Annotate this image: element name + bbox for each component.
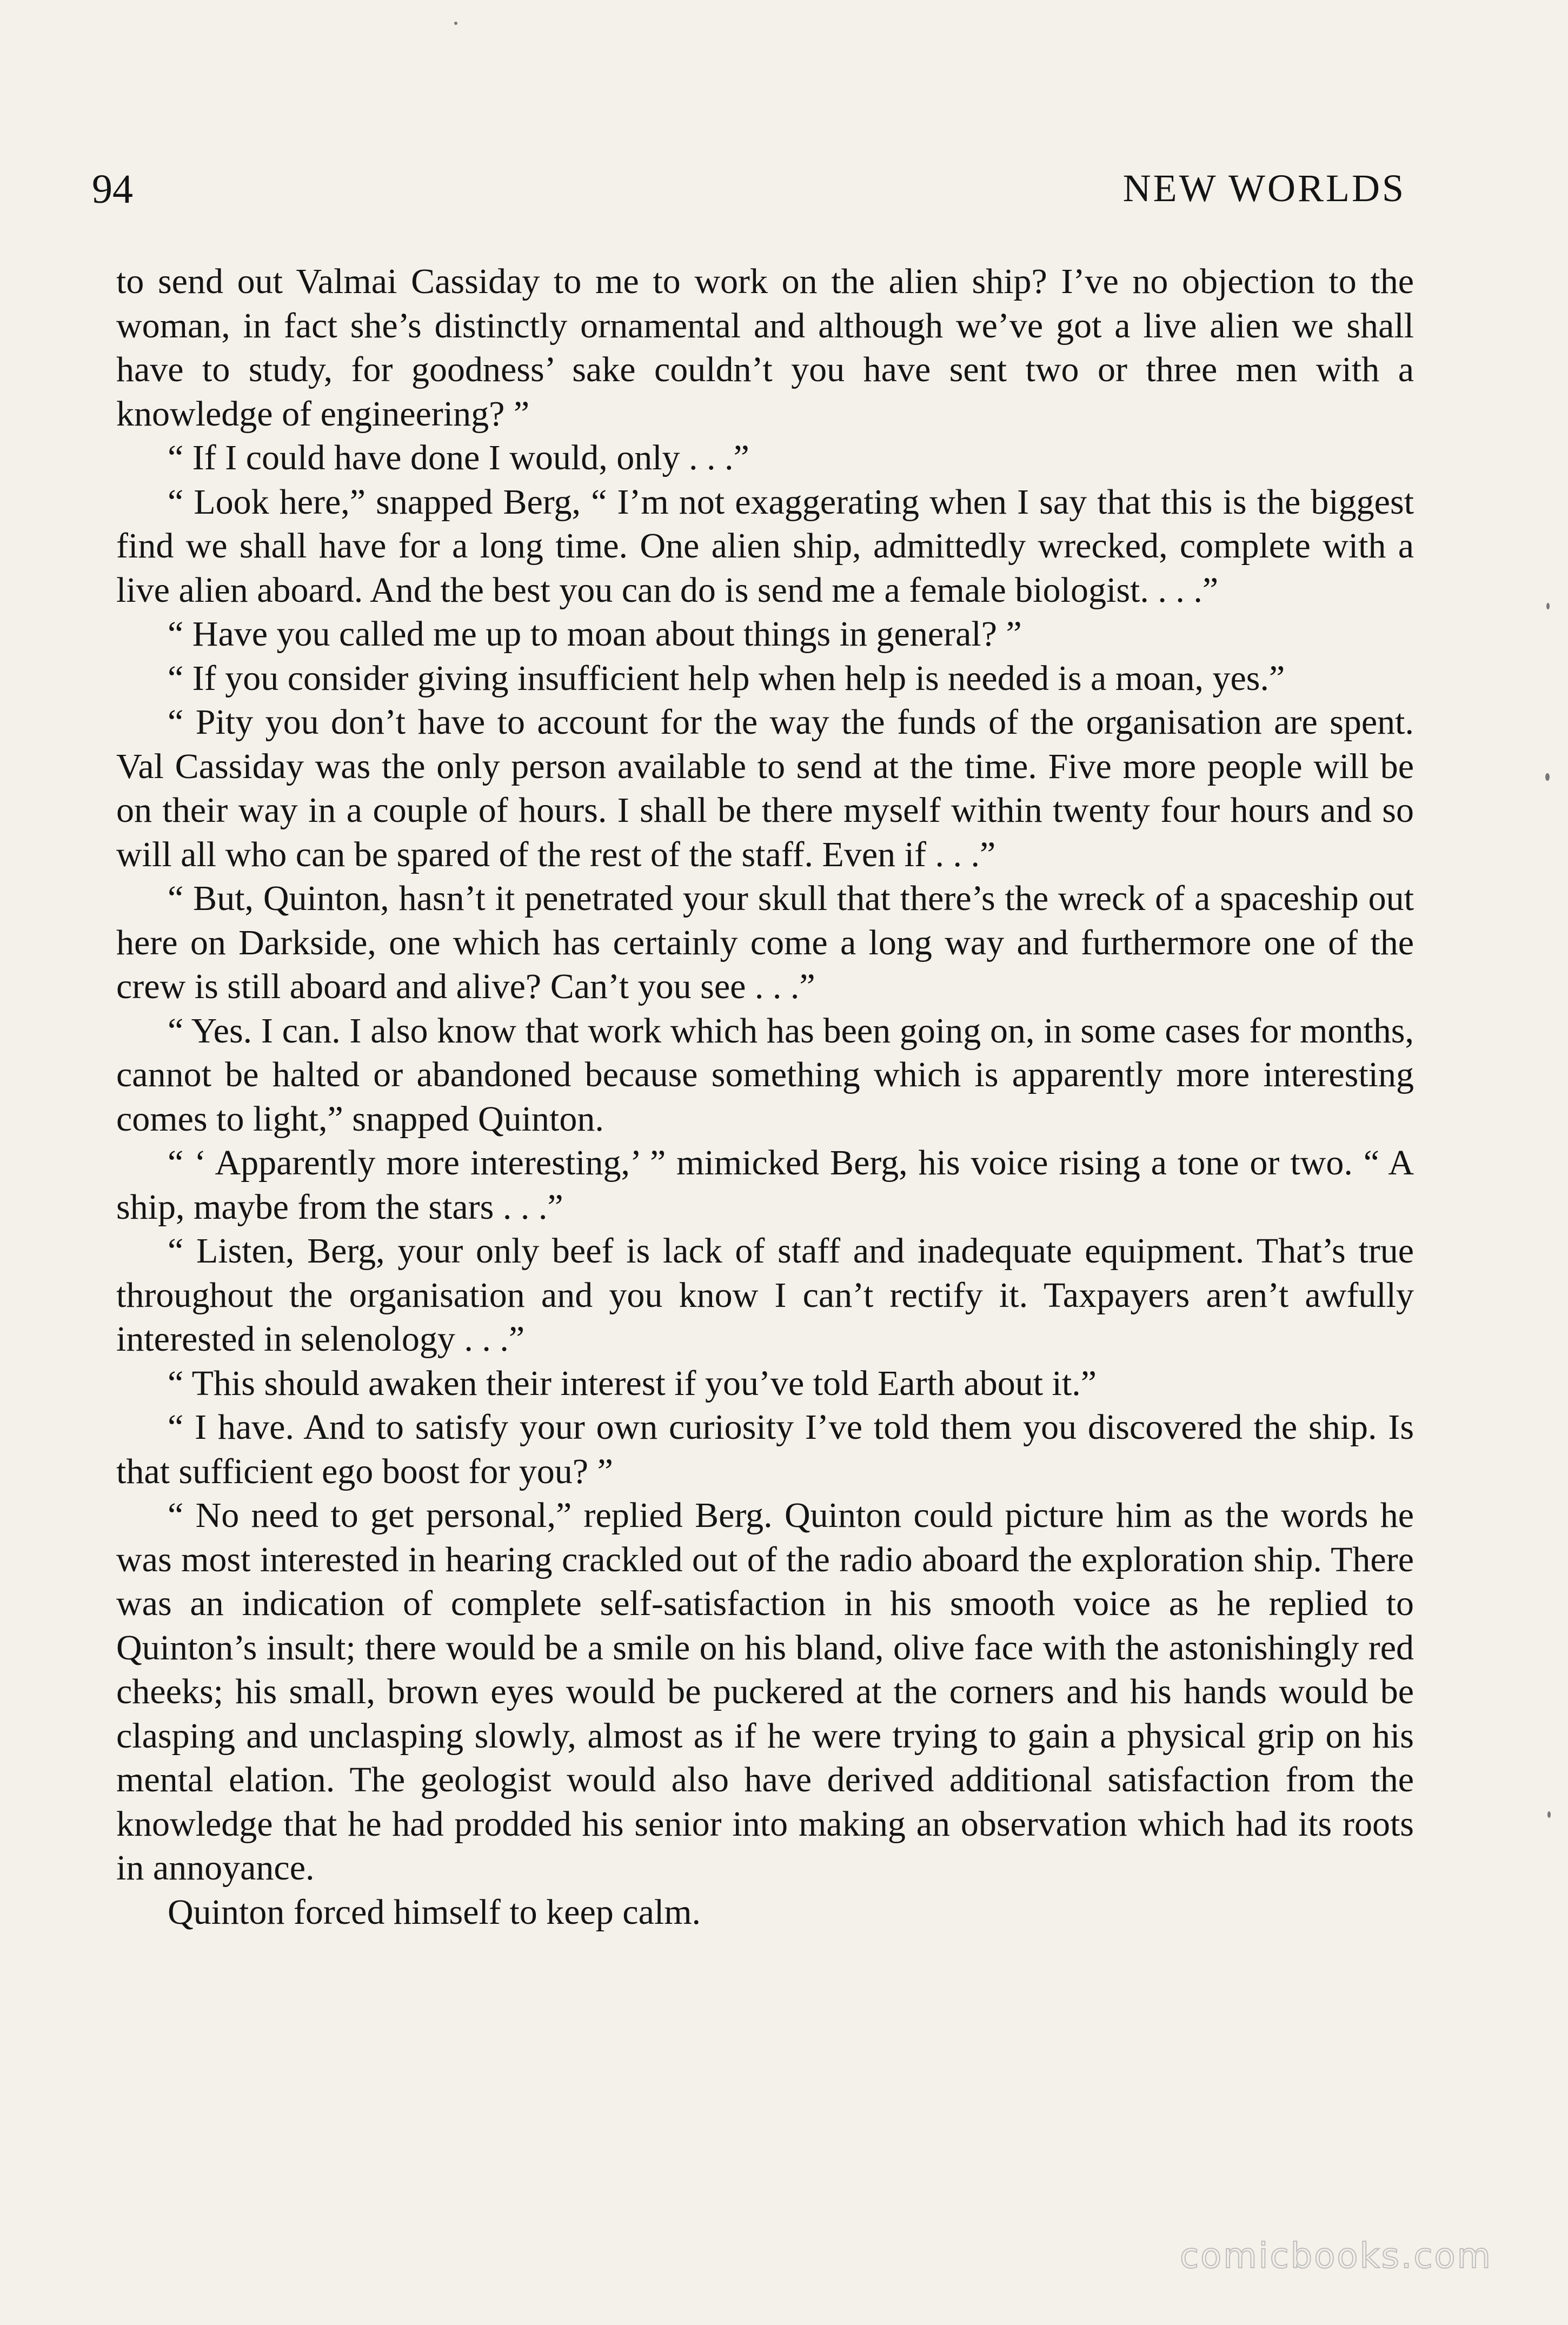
- watermark: comicbooks.com: [1179, 2236, 1492, 2276]
- paragraph: “ But, Quinton, hasn’t it penetrated your skull that there’s the wreck of a spaceship out here on Darkside, one which has certainly come a long way and furthermore one of the crew is still aboard and alive? Can’t you see . . .”: [116, 879, 1414, 1006]
- page-header: [81, 162, 1406, 227]
- print-speck: [1546, 603, 1550, 609]
- paragraph: “ No need to get personal,” replied Berg. Quinton could picture him as the words he was most interested in hearing crackled out of the radio aboard the exploration ship. There was an indication of complete self-satisfaction in his smooth voice as he replied to Quinton’s insult; there would be a smile on his bland, olive face with the astonishingly red cheeks; his small, brown eyes would be puckered at the corners and his hands would be clasping and unclasping slowly, almost as if he were trying to gain a physical grip on his mental elation. The geologist would also have derived additional satisfaction from the knowledge that he had prodded his senior into making an observation which had its roots in annoyance.: [116, 1496, 1414, 1888]
- page-number: 94: [92, 167, 133, 212]
- print-speck: [1547, 1811, 1551, 1818]
- paragraph: “ Have you called me up to moan about things in general? ”: [168, 614, 1022, 654]
- paragraph: “ Yes. I can. I also know that work which has been going on, in some cases for months, cannot be halted or abandoned because something which is apparently more interesting comes to light,” snapped Quinton.: [116, 1011, 1414, 1139]
- print-speck: [454, 22, 457, 25]
- paragraph: “ Listen, Berg, your only beef is lack of staff and inadequate equipment. That’s true throughout the organisation and you know I can’t rectify it. Taxpayers aren’t awfully interested in selenology . . .”: [116, 1231, 1414, 1359]
- paragraph: “ If I could have done I would, only . . .”: [168, 438, 749, 477]
- paragraph: “ Pity you don’t have to account for the way the funds of the organisation are spent. Val Cassiday was the only person available to send at the time. Five more people will be on their way in a couple of hours. I shall be there myself within twenty four hours and so will all who can be spared of the rest of the staff. Even if . . .”: [116, 702, 1414, 874]
- paragraph: Quinton forced himself to keep calm.: [168, 1892, 701, 1932]
- paragraph: “ I have. And to satisfy your own curiosity I’ve told them you discovered the ship. Is that sufficient ego boost for you? ”: [116, 1407, 1414, 1491]
- paragraph: to send out Valmai Cassiday to me to work on the alien ship? I’ve no objection to the woman, in fact she’s distinctly ornamental and although we’ve got a live alien we shall have to study, for goodness’ sake couldn’t you have sent two or three men with a knowledge of engineering? ”: [116, 262, 1414, 434]
- running-head: NEW WORLDS: [1122, 167, 1406, 210]
- body-text: [116, 260, 1414, 1934]
- print-speck: [1545, 773, 1550, 781]
- paragraph: “ ‘ Apparently more interesting,’ ” mimicked Berg, his voice rising a tone or two. “ A ship, maybe from the stars . . .”: [116, 1143, 1414, 1227]
- paragraph: “ This should awaken their interest if you’ve told Earth about it.”: [168, 1363, 1097, 1403]
- paragraph: “ Look here,” snapped Berg, “ I’m not exaggerating when I say that this is the biggest find we shall have for a long time. One alien ship, admittedly wrecked, complete with a live alien aboard. And the best you can do is send me a female biologist. . . .”: [116, 482, 1414, 610]
- paragraph: “ If you consider giving insufficient help when help is needed is a moan, yes.”: [168, 658, 1285, 698]
